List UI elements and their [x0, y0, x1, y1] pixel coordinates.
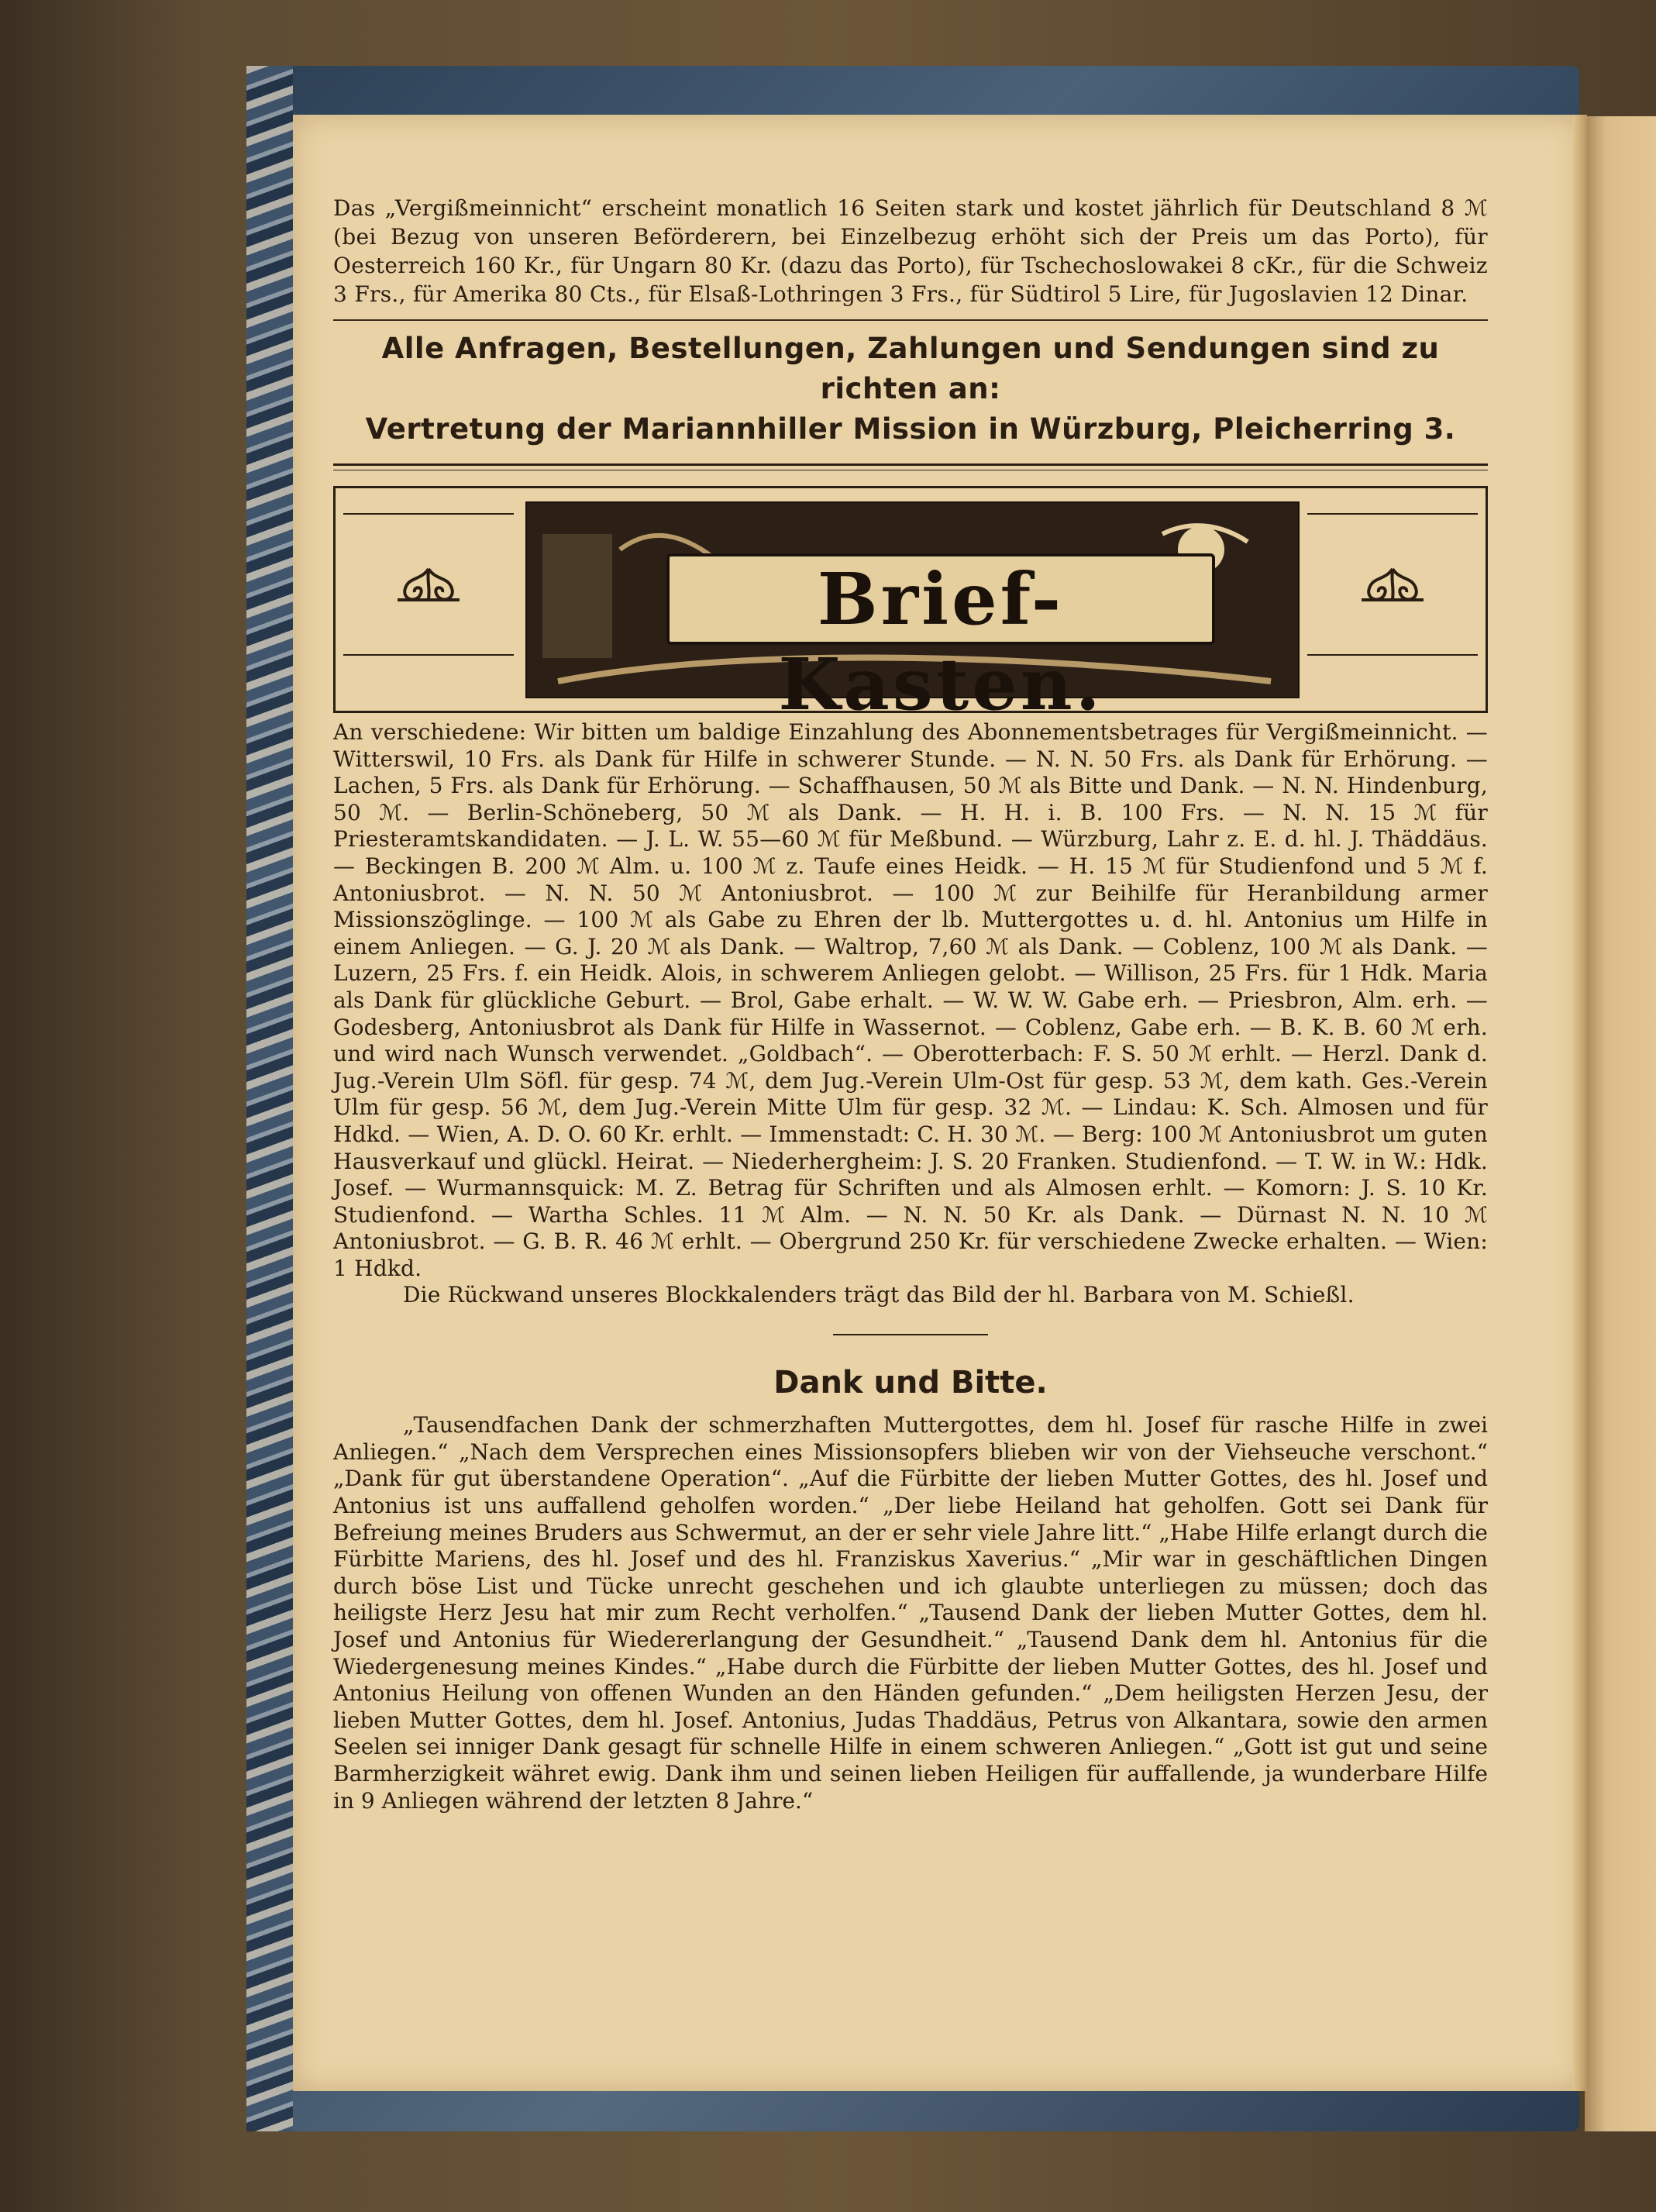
letters-text: An verschiedene: Wir bitten um baldige Einzahlung des Abonnementsbetrages für Vergißmeinnicht. — Witterswil, 10 Frs. als Dank für Hilfe in schwerer Stunde. — N. N. 50 Frs. als Dank für Erhörung. — Lachen, 5 Frs. als Dank für Erhörung. — Schaffhausen, 50 ℳ als Bitte und Dank. — N. N. Hindenburg, 50 ℳ. — Berlin-Schöneberg, 50 ℳ als Dank. — H. H. i. B. 100 Frs. — N. N. 15 ℳ für Priesteramtskandidaten. — J. L. W. 55—60 ℳ für Meßbund. — Würzburg, Lahr z. E. d. hl. J. Thäddäus. — Beckingen B. 200 ℳ Alm. u. 100 ℳ z. Taufe eines Heidk. — H. 15 ℳ für Studienfond und 5 ℳ f. Antoniusbrot. — N. N. 50 ℳ Antoniusbrot. — 100 ℳ zur Beihilfe für Heranbildung armer Missionszöglinge. — 100 ℳ als Gabe zu Ehren der lb. Muttergottes u. d. hl. Antonius um Hilfe in einem Anliegen. — G. J. 20 ℳ als Dank. — Waltrop, 7,60 ℳ als Dank. — Coblenz, 100 ℳ als Dank. — Luzern, 25 Frs. f. ein Heidk. Alois, in schwerem Anliegen gelobt. — Willison, 25 Frs. für 1 Hdk. Maria als Dank für glückliche Geburt. — Brol, Gabe erhalt. — W. W. W. Gabe erh. — Priesbron, Alm. erh. — Godesberg, Antoniusbrot als Dank für Hilfe in Wassernot. — Coblenz, Gabe erh. — B. K. B. 60 ℳ erh. und wird nach Wunsch verwendet. „Goldbach“. — Oberotterbach: F. S. 50 ℳ erhlt. — Herzl. Dank d. Jug.-Verein Ulm Söfl. für gesp. 74 ℳ, dem Jug.-Verein Ulm-Ost für gesp. 53 ℳ, dem kath. Ges.-Verein Ulm für gesp. 56 ℳ, dem Jug.-Verein Mitte Ulm für gesp. 32 ℳ. — Lindau: K. Sch. Almosen und für Hdkd. — Wien, A. D. O. 60 Kr. erhlt. — Immenstadt: C. H. 30 ℳ. — Berg: 100 ℳ Antoniusbrot um guten Hausverkauf und glückl. Heirat. — Niederhergheim: J. S. 20 Franken. Studienfond. — T. W. in W.: Hdk. Josef. — Wurmannsquick: M. Z. Betrag für Schriften und als Almosen erhlt. — Komorn: J. S. 10 Kr. Studienfond. — Wartha Schles. 11 ℳ Alm. — N. N. 50 Kr. als Dank. — Dürnast N. N. 10 ℳ Antoniusbrot. — G. B. R. 46 ℳ erhlt. — Obergrund 250 Kr. für verschiedene Zwecke erhalten. — Wien: 1 Hdkd.: [333, 719, 1488, 1281]
banner-title: Brief-Kasten.: [778, 557, 1103, 726]
marbled-cover-edge: [246, 66, 293, 2131]
page-content: [333, 194, 1488, 1814]
section-title: Dank und Bitte.: [773, 1365, 1048, 1401]
ornament-icon: [1354, 561, 1431, 608]
left-ornament-panel: [343, 513, 514, 656]
thanks-text: „Tausendfachen Dank der schmerzhaften Muttergottes, dem hl. Josef für rasche Hilfe in zwei Anliegen.“ „Nach dem Versprechen eines Missionsopfers blieben wir von der Viehseuche verschont.“ „Dank für gut überstandene Operation“. „Auf die Fürbitte der lieben Mutter Gottes, des hl. Josef und Antonius ist uns auffallend geholfen worden.“ „Der liebe Heiland hat geholfen. Gott sei Dank für Befreiung meines Bruders aus Schwermut, an der er sehr viele Jahre litt.“ „Habe Hilfe erlangt durch die Fürbitte Mariens, des hl. Josef und des hl. Franziskus Xaverius.“ „Mir war in geschäftlichen Dingen durch böse List und Tücke unrecht geschehen und ich glaubte unterliegen zu müssen; doch das heiligste Herz Jesu hat mir zum Recht verholfen.“ „Tausend Dank der lieben Mutter Gottes, dem hl. Josef und Antonius für Wiedererlangung der Gesundheit.“ „Tausend Dank dem hl. Antonius für die Wiedergenesung meines Kindes.“ „Habe durch die Fürbitte der lieben Mutter Gottes, des hl. Josef und Antonius Heilung von offenen Wunden an den Händen gefunden.“ „Dem heiligsten Herzen Jesu, der lieben Mutter Gottes, dem hl. Josef. Antonius, Judas Thaddäus, Petrus von Alkantara, sowie den armen Seelen sei inniger Dank gesagt für schnelle Hilfe in einem schweren Anliegen.“ „Gott ist gut und seine Barmherzigkeit währet ewig. Dank ihm und seinen lieben Heiligen für auffallende, ja wunderbare Hilfe in 9 Anliegen während der letzten 8 Jahre.“: [333, 1412, 1488, 1814]
facing-page-edge: [1585, 116, 1656, 2131]
subscription-info: Das „Vergißmeinnicht“ erscheint monatlich 16 Seiten stark und kostet jährlich für Deutschland 8 ℳ (bei Bezug von unseren Beförderern, bei Einzelbezug erhöht sich der Preis um das Porto), für Oesterreich 160 Kr., für Ungarn 80 Kr. (dazu das Porto), für Tschechoslowakei 8 cKr., für die Schweiz 3 Frs., für Amerika 80 Cts., für Elsaß-Lothringen 3 Frs., für Südtirol 5 Lire, für Jugoslavien 12 Dinar.: [333, 195, 1488, 307]
double-divider: [333, 463, 1488, 470]
divider: [333, 319, 1488, 321]
banner-illustration: [525, 501, 1300, 726]
letters-note: Die Rückwand unseres Blockkalenders trägt das Bild der hl. Barbara von M. Schießl.: [403, 1282, 1355, 1308]
ornament-icon: [390, 561, 467, 608]
page-gutter: [1573, 115, 1587, 2091]
address-line-2: Vertretung der Mariannhiller Mission in Würzburg, Pleicherring 3.: [365, 412, 1456, 446]
right-ornament-panel: [1307, 513, 1478, 656]
brief-kasten-header: [333, 486, 1488, 726]
short-divider: [833, 1334, 988, 1335]
banner-ribbon: [666, 553, 1215, 726]
address-line-1: Alle Anfragen, Bestellungen, Zahlungen und Sendungen sind zu richten an:: [381, 332, 1440, 405]
address-block: [333, 329, 1488, 450]
